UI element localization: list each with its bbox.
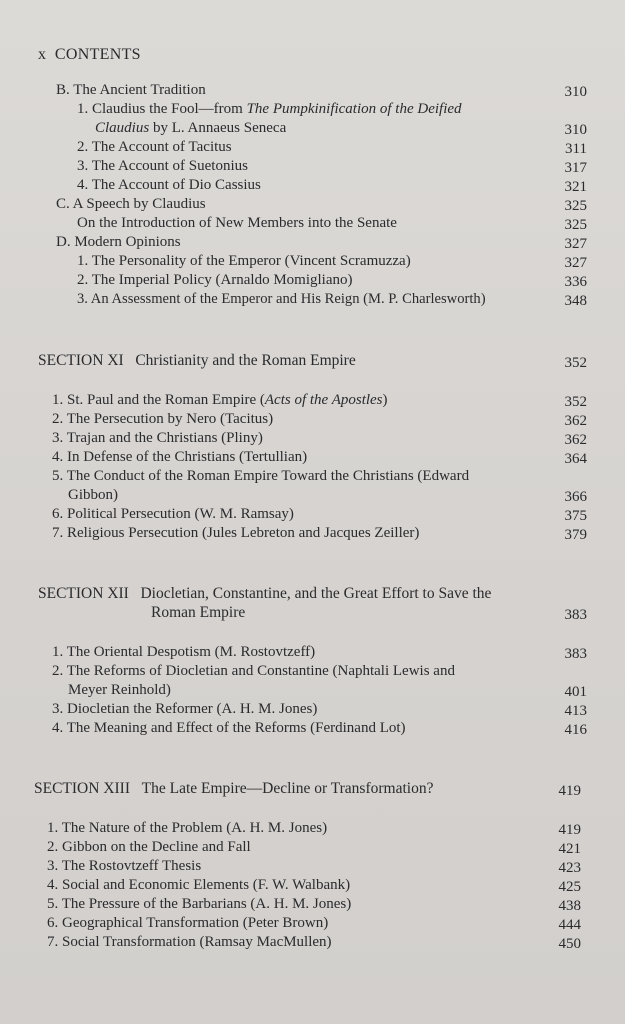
part-d-page: 327 bbox=[564, 236, 587, 252]
toc-entry: 4. Social and Economic Elements (F. W. Walbank) bbox=[47, 877, 351, 893]
toc-page: 364 bbox=[564, 451, 587, 467]
toc-page: 379 bbox=[564, 527, 587, 543]
toc-page: 327 bbox=[564, 255, 587, 271]
toc-entry: 1. St. Paul and the Roman Empire (Acts of the Apostles) bbox=[52, 392, 388, 408]
toc-page: 317 bbox=[564, 160, 587, 176]
toc-page: 450 bbox=[558, 936, 581, 952]
toc-page: 419 bbox=[558, 822, 581, 838]
toc-entry: 4. The Account of Dio Cassius bbox=[77, 177, 261, 193]
toc-entry: 2. The Reforms of Diocletian and Constantine (Naphtali Lewis and bbox=[52, 663, 455, 679]
toc-page: 310 bbox=[564, 122, 587, 138]
toc-entry: 4. The Meaning and Effect of the Reforms (Ferdinand Lot) bbox=[52, 720, 406, 736]
toc-page: 336 bbox=[564, 274, 587, 290]
section-xii-heading-cont: Roman Empire bbox=[151, 604, 246, 621]
toc-entry: 2. Gibbon on the Decline and Fall bbox=[47, 839, 251, 855]
section-xiii-heading: SECTION XIII The Late Empire—Decline or Transformation? bbox=[34, 780, 434, 797]
toc-entry: On the Introduction of New Members into the Senate bbox=[77, 215, 397, 231]
toc-page: 362 bbox=[564, 413, 587, 429]
toc-entry: 1. The Personality of the Emperor (Vincent Scramuzza) bbox=[77, 253, 411, 269]
running-header bbox=[38, 46, 141, 64]
page-number: x bbox=[38, 46, 47, 63]
header-title: CONTENTS bbox=[54, 46, 141, 63]
toc-entry: 2. The Persecution by Nero (Tacitus) bbox=[52, 411, 274, 427]
part-b-page: 310 bbox=[564, 84, 587, 100]
toc-page: 444 bbox=[558, 917, 581, 933]
toc-entry: 3. The Rostovtzeff Thesis bbox=[47, 858, 202, 874]
toc-page: 362 bbox=[564, 432, 587, 448]
section-page: 383 bbox=[564, 607, 587, 623]
section-xi-heading: SECTION XI Christianity and the Roman Empire bbox=[38, 352, 356, 369]
toc-page: 321 bbox=[564, 179, 587, 195]
toc-entry-cont: Meyer Reinhold) bbox=[68, 682, 171, 698]
section-page: 419 bbox=[558, 783, 581, 799]
toc-page: 375 bbox=[564, 508, 587, 524]
section-xii-heading: SECTION XII Diocletian, Constantine, and the Great Effort to Save the bbox=[38, 585, 492, 602]
part-c-page: 325 bbox=[564, 198, 587, 214]
toc-entry: 6. Geographical Transformation (Peter Brown) bbox=[47, 915, 329, 931]
toc-entry: 6. Political Persecution (W. M. Ramsay) bbox=[52, 506, 294, 522]
section-page: 352 bbox=[564, 355, 587, 371]
toc-page: 348 bbox=[564, 293, 587, 309]
toc-entry: 1. The Oriental Despotism (M. Rostovtzeff) bbox=[52, 644, 316, 660]
toc-page: 438 bbox=[558, 898, 581, 914]
toc-entry-cont: Claudius by L. Annaeus Seneca bbox=[95, 120, 287, 136]
toc-entry: 4. In Defense of the Christians (Tertullian) bbox=[52, 449, 308, 465]
toc-page: 413 bbox=[564, 703, 587, 719]
part-c-heading: C. A Speech by Claudius bbox=[56, 196, 206, 212]
toc-entry: 3. An Assessment of the Emperor and His Reign (M. P. Charlesworth) bbox=[77, 291, 486, 307]
toc-page: 401 bbox=[564, 684, 587, 700]
toc-entry: 5. The Pressure of the Barbarians (A. H. M. Jones) bbox=[47, 896, 352, 912]
toc-entry: 5. The Conduct of the Roman Empire Toward the Christians (Edward bbox=[52, 468, 470, 484]
toc-page: 416 bbox=[564, 722, 587, 738]
toc-page: 325 bbox=[564, 217, 587, 233]
toc-entry-cont: Gibbon) bbox=[68, 487, 118, 503]
part-d-heading: D. Modern Opinions bbox=[56, 234, 181, 250]
toc-entry: 1. The Nature of the Problem (A. H. M. Jones) bbox=[47, 820, 328, 836]
toc-page: 352 bbox=[564, 394, 587, 410]
part-b-heading: B. The Ancient Tradition bbox=[56, 82, 206, 98]
toc-entry: 7. Religious Persecution (Jules Lebreton and Jacques Zeiller) bbox=[52, 525, 420, 541]
toc-entry: 3. Trajan and the Christians (Pliny) bbox=[52, 430, 263, 446]
toc-entry: 2. The Imperial Policy (Arnaldo Momigliano) bbox=[77, 272, 353, 288]
toc-entry: 3. Diocletian the Reformer (A. H. M. Jones) bbox=[52, 701, 318, 717]
toc-entry: 2. The Account of Tacitus bbox=[77, 139, 232, 155]
toc-entry: 7. Social Transformation (Ramsay MacMullen) bbox=[47, 934, 332, 950]
toc-page: 421 bbox=[558, 841, 581, 857]
toc-entry: 1. Claudius the Fool—from The Pumpkinification of the Deified bbox=[77, 101, 462, 117]
toc-page: 311 bbox=[565, 141, 587, 157]
toc-page: 423 bbox=[558, 860, 581, 876]
toc-page: 366 bbox=[564, 489, 587, 505]
toc-page: 383 bbox=[564, 646, 587, 662]
toc-page: 425 bbox=[558, 879, 581, 895]
toc-entry: 3. The Account of Suetonius bbox=[77, 158, 248, 174]
